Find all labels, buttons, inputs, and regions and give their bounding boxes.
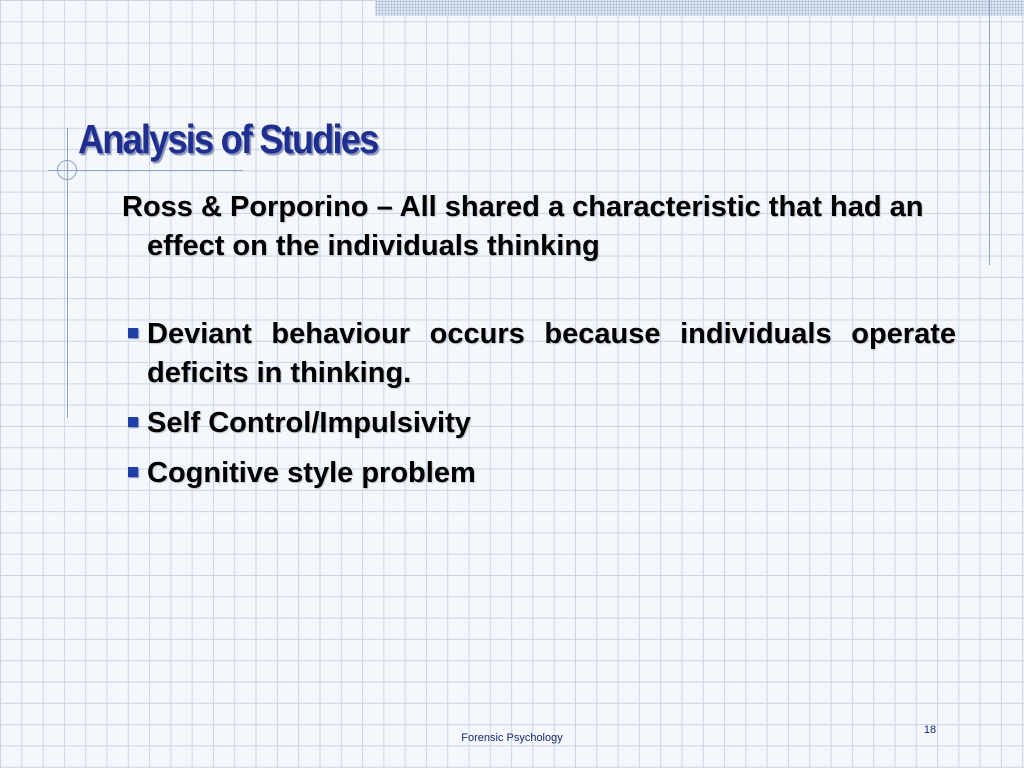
slide-title: Analysis of Studies <box>78 116 378 162</box>
bullet-item <box>122 315 956 393</box>
bullet-list <box>122 315 956 493</box>
square-bullet-icon <box>128 467 138 477</box>
crosshair-circle-icon <box>57 160 77 180</box>
intro-paragraph: Ross & Porporino – All shared a characteristic that had an effect on the individuals thinking <box>122 191 924 262</box>
square-bullet-icon <box>128 417 138 427</box>
bullet-item <box>122 454 956 493</box>
right-decorative-rule <box>989 0 990 265</box>
bullet-text: Self Control/Impulsivity <box>147 407 471 439</box>
title-decorative-rule <box>48 170 243 171</box>
page-number: 18 <box>923 724 937 736</box>
slide-content <box>122 188 956 504</box>
bullet-text: Deviant behaviour occurs because individuals operate deficits in thinking. <box>147 318 956 389</box>
square-bullet-icon <box>128 328 138 338</box>
bullet-item <box>122 404 956 443</box>
footer-text: Forensic Psychology <box>461 732 563 744</box>
bullet-text: Cognitive style problem <box>147 457 476 489</box>
top-decorative-band <box>375 0 1024 16</box>
